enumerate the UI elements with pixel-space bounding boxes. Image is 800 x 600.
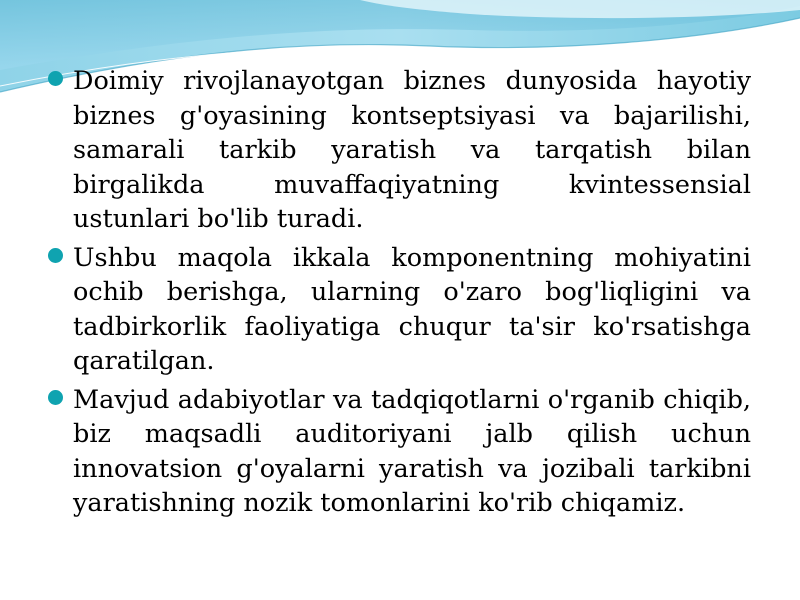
bullet-dot-icon <box>48 390 63 405</box>
bullet-text: Mavjud adabiyotlar va tadqiqotlarni o'rganib chiqib, biz maqsadli auditoriyani jalb qilish uchun innovatsion g'oyalarni yaratish va jozibali tarkibni yaratishning nozik tomonlarini ko'rib chiqamiz. <box>73 384 751 518</box>
bullet-item <box>48 64 751 237</box>
bullet-text: Doimiy rivojlanayotgan biznes dunyosida hayotiy biznes g'oyasining kontseptsiyasi va bajarilishi, samarali tarkib yaratish va tarqatish bilan birgalikda muvaffaqiyatning kvintessensial ustunlari bo'lib turadi. <box>73 66 751 234</box>
bullet-text: Ushbu maqola ikkala komponentning mohiyatini ochib berishga, ularning o'zaro bog'liqligini va tadbirkorlik faoliyatiga chuqur ta'sir ko'rsatishga qaratilgan. <box>73 242 751 376</box>
bullet-item <box>48 383 751 521</box>
bullet-dot-icon <box>48 71 63 86</box>
bullet-dot-icon <box>48 248 63 263</box>
bullet-list <box>48 64 751 525</box>
bullet-item <box>48 241 751 379</box>
